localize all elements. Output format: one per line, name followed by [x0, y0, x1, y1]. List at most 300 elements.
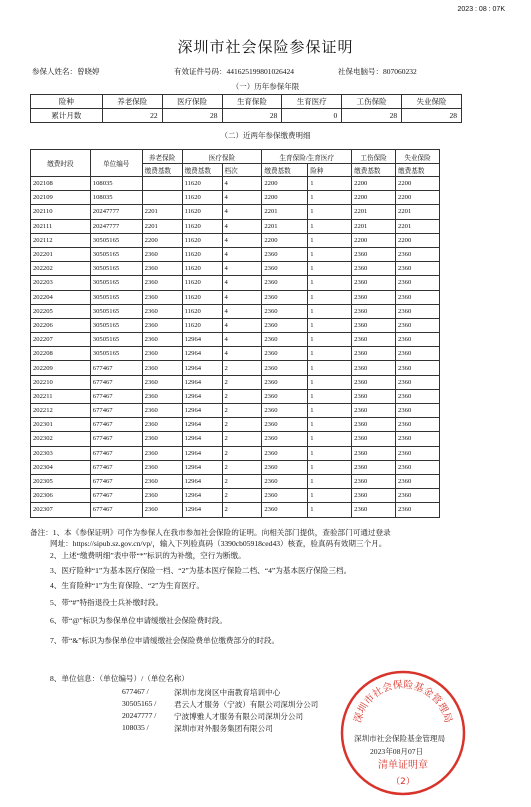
cell-injury-base: 2360: [352, 460, 396, 474]
cell-unit-code: 677467: [90, 474, 142, 488]
section-title-details: （二）近两年参保缴费明细: [220, 131, 311, 140]
cell-maternity-type: 1: [308, 389, 352, 403]
cell-unemployment-base: 2360: [396, 247, 440, 261]
insured-name: 曾晓婷: [77, 67, 100, 76]
cell-period: 202303: [31, 446, 91, 460]
cell-injury-base: 2360: [352, 404, 396, 418]
cell-unemployment-base: 2360: [396, 304, 440, 318]
header-period: 缴费时段: [31, 150, 91, 177]
cell-medical-grade: 2: [222, 474, 262, 488]
cell-period: 202206: [31, 318, 91, 332]
cell-maternity-type: 1: [308, 262, 352, 276]
cell-medical-base: 12964: [182, 418, 222, 432]
cell-maternity-type: 1: [308, 276, 352, 290]
issue-date: 2023年08月07日: [370, 747, 424, 756]
seal-number: （2）: [391, 777, 415, 787]
cell-maternity-base: 2360: [262, 247, 308, 261]
cell-maternity-base: 2360: [262, 276, 308, 290]
cell-unemployment-base: 2360: [396, 290, 440, 304]
cell-maternity-base: 2200: [262, 177, 308, 191]
cell-medical-base: 11620: [182, 219, 222, 233]
table-row: [31, 333, 440, 347]
summary-value: 28: [342, 109, 402, 123]
cell-maternity-base: 2360: [262, 432, 308, 446]
cell-medical-grade: 4: [222, 205, 262, 219]
subheader-base: 缴费基数: [182, 164, 222, 177]
cell-medical-base: 12964: [182, 333, 222, 347]
cell-medical-base: 12964: [182, 404, 222, 418]
table-row: [31, 418, 440, 432]
cell-maternity-type: 1: [308, 361, 352, 375]
cell-injury-base: 2360: [352, 432, 396, 446]
cell-injury-base: 2360: [352, 474, 396, 488]
subheader-base: 缴费基数: [262, 164, 308, 177]
cell-unemployment-base: 2200: [396, 177, 440, 191]
cell-unit-code: 677467: [90, 446, 142, 460]
notes-section: [30, 527, 510, 647]
print-date: 2023 : 08 : 07K: [457, 6, 505, 13]
cell-unit-code: 30505165: [90, 318, 142, 332]
social-security-number: 807060232: [383, 67, 417, 76]
cell-maternity-type: 1: [308, 205, 352, 219]
cell-maternity-base: 2200: [262, 233, 308, 247]
cell-pension-base: 2360: [142, 432, 182, 446]
cell-period: 202301: [31, 418, 91, 432]
cell-unit-code: 677467: [90, 503, 142, 517]
summary-header-cell: 生育医疗: [282, 95, 342, 109]
table-row: [31, 205, 440, 219]
cell-period: 202110: [31, 205, 91, 219]
cell-period: 202108: [31, 177, 91, 191]
cell-unemployment-base: 2360: [396, 460, 440, 474]
cell-unemployment-base: 2201: [396, 205, 440, 219]
cell-maternity-base: 2360: [262, 418, 308, 432]
cell-unemployment-base: 2360: [396, 432, 440, 446]
cell-unemployment-base: 2360: [396, 262, 440, 276]
cell-maternity-type: 1: [308, 432, 352, 446]
cell-maternity-type: 1: [308, 418, 352, 432]
summary-table: [30, 94, 462, 123]
cell-injury-base: 2360: [352, 262, 396, 276]
unit-code: 30505165 /: [122, 699, 157, 708]
cell-period: 202207: [31, 333, 91, 347]
cell-medical-grade: 4: [222, 219, 262, 233]
cell-injury-base: 2360: [352, 347, 396, 361]
cell-unemployment-base: 2360: [396, 347, 440, 361]
subheader-type: 险种: [308, 164, 352, 177]
table-row: [31, 233, 440, 247]
table-row: [31, 361, 440, 375]
cell-medical-grade: 2: [222, 503, 262, 517]
summary-value: 28: [162, 109, 222, 123]
cell-unit-code: 677467: [90, 389, 142, 403]
cell-pension-base: 2360: [142, 474, 182, 488]
note-4: 4、生育险种“1”为生育保险、“2”为生育医疗。: [50, 581, 204, 590]
seal-center-text: 清单证明章: [378, 760, 428, 771]
table-row: [31, 290, 440, 304]
cell-maternity-base: 2360: [262, 262, 308, 276]
cell-medical-grade: 4: [222, 304, 262, 318]
page-title: 深圳市社会保险参保证明: [177, 40, 354, 56]
table-row: [31, 446, 440, 460]
cell-period: 202112: [31, 233, 91, 247]
cell-injury-base: 2360: [352, 318, 396, 332]
cell-medical-grade: 2: [222, 375, 262, 389]
table-row: [31, 276, 440, 290]
cell-unemployment-base: 2201: [396, 219, 440, 233]
cell-pension-base: 2360: [142, 446, 182, 460]
summary-header-cell: 险种: [31, 95, 103, 109]
cell-period: 202201: [31, 247, 91, 261]
cell-medical-grade: 2: [222, 404, 262, 418]
cell-medical-grade: 2: [222, 389, 262, 403]
unit-name: 君云人才服务（宁波）有限公司深圳分公司: [174, 700, 319, 709]
summary-value: 22: [102, 109, 162, 123]
cell-unit-code: 30505165: [90, 304, 142, 318]
unit-code: 20247777 /: [122, 711, 157, 720]
cell-medical-base: 11620: [182, 205, 222, 219]
cell-maternity-type: 1: [308, 191, 352, 205]
cell-medical-grade: 4: [222, 247, 262, 261]
cell-medical-grade: 4: [222, 333, 262, 347]
summary-header-row: [31, 95, 462, 109]
cell-maternity-type: 1: [308, 503, 352, 517]
unit-name: 深圳市对外服务集团有限公司: [174, 724, 273, 733]
cell-period: 202212: [31, 404, 91, 418]
cell-pension-base: 2360: [142, 503, 182, 517]
note-1b: 网址：https://sipub.sz.gov.cn/vp/，输入下列验真码（3390cb05918ced43）核查，验真码有效期三个月。: [50, 539, 387, 548]
cell-unemployment-base: 2360: [396, 503, 440, 517]
cell-medical-base: 12964: [182, 474, 222, 488]
cell-pension-base: 2360: [142, 276, 182, 290]
cell-injury-base: 2200: [352, 177, 396, 191]
cell-medical-grade: 2: [222, 489, 262, 503]
cell-unemployment-base: 2360: [396, 375, 440, 389]
cell-medical-base: 12964: [182, 503, 222, 517]
cell-period: 202304: [31, 460, 91, 474]
header-maternity: 生育保险/生育医疗: [262, 150, 352, 164]
cell-pension-base: 2200: [142, 233, 182, 247]
cell-medical-grade: 4: [222, 191, 262, 205]
table-row: [31, 304, 440, 318]
cell-period: 202210: [31, 375, 91, 389]
unit-name: 深圳市龙岗区中南教育培训中心: [174, 688, 281, 697]
cell-period: 202302: [31, 432, 91, 446]
cell-period: 202306: [31, 489, 91, 503]
cell-medical-base: 11620: [182, 177, 222, 191]
cell-injury-base: 2360: [352, 375, 396, 389]
cell-period: 202307: [31, 503, 91, 517]
unit-code: 108035 /: [122, 723, 149, 732]
table-row: [31, 262, 440, 276]
cell-medical-grade: 4: [222, 318, 262, 332]
cell-maternity-type: 1: [308, 290, 352, 304]
cell-unit-code: 30505165: [90, 233, 142, 247]
table-row: [31, 191, 440, 205]
cell-medical-grade: 2: [222, 432, 262, 446]
note-7: 7、带“&”标识为参保单位申请缓缴社会保险费单位缴费部分的时段。: [50, 636, 280, 645]
cell-maternity-type: 1: [308, 489, 352, 503]
cell-maternity-base: 2201: [262, 219, 308, 233]
cell-maternity-base: 2360: [262, 404, 308, 418]
cell-maternity-base: 2360: [262, 460, 308, 474]
cell-unemployment-base: 2200: [396, 191, 440, 205]
cell-unit-code: 677467: [90, 432, 142, 446]
cell-injury-base: 2200: [352, 233, 396, 247]
cell-medical-grade: 2: [222, 446, 262, 460]
cell-period: 202109: [31, 191, 91, 205]
summary-header-cell: 生育保险: [222, 95, 282, 109]
official-seal: [338, 668, 468, 798]
cell-injury-base: 2360: [352, 290, 396, 304]
cell-maternity-base: 2360: [262, 503, 308, 517]
cell-medical-base: 12964: [182, 347, 222, 361]
insured-name-row: [32, 66, 100, 77]
summary-header-cell: 养老保险: [102, 95, 162, 109]
cell-maternity-base: 2360: [262, 290, 308, 304]
cell-pension-base: 2360: [142, 247, 182, 261]
id-number: 441625199801026424: [226, 67, 294, 76]
insured-name-label: 参保人姓名：: [32, 67, 77, 76]
subheader-base: 缴费基数: [352, 164, 396, 177]
cell-injury-base: 2201: [352, 219, 396, 233]
cell-unit-code: 30505165: [90, 262, 142, 276]
cell-injury-base: 2360: [352, 418, 396, 432]
note-2: 2、上述“缴费明细”表中带“*”标识的为补缴，空行为断缴。: [50, 551, 246, 560]
header-injury: 工伤保险: [352, 150, 396, 164]
table-row: [31, 389, 440, 403]
summary-header-cell: 工伤保险: [342, 95, 402, 109]
cell-unemployment-base: 2360: [396, 418, 440, 432]
cell-pension-base: 2360: [142, 290, 182, 304]
cell-unit-code: 108035: [90, 191, 142, 205]
cell-pension-base: 2360: [142, 347, 182, 361]
cell-pension-base: 2360: [142, 489, 182, 503]
summary-header-cell: 失业保险: [402, 95, 462, 109]
cell-pension-base: 2360: [142, 361, 182, 375]
cell-medical-base: 12964: [182, 375, 222, 389]
table-row: [31, 404, 440, 418]
cell-unemployment-base: 2360: [396, 446, 440, 460]
cell-pension-base: 2360: [142, 318, 182, 332]
cell-pension-base: 2201: [142, 205, 182, 219]
cell-medical-base: 11620: [182, 276, 222, 290]
cell-injury-base: 2360: [352, 361, 396, 375]
cell-unemployment-base: 2360: [396, 276, 440, 290]
cell-unit-code: 677467: [90, 418, 142, 432]
section-title-years: （一）历年参保年限: [231, 82, 300, 91]
table-row: [31, 432, 440, 446]
cell-pension-base: 2360: [142, 333, 182, 347]
cell-maternity-base: 2360: [262, 446, 308, 460]
cell-pension-base: 2360: [142, 460, 182, 474]
cell-unit-code: 677467: [90, 460, 142, 474]
cell-unit-code: 677467: [90, 361, 142, 375]
cell-maternity-base: 2201: [262, 205, 308, 219]
cell-period: 202305: [31, 474, 91, 488]
table-row: [31, 474, 440, 488]
cell-medical-base: 11620: [182, 262, 222, 276]
cell-unit-code: 30505165: [90, 276, 142, 290]
summary-months-row: [31, 109, 462, 123]
cell-maternity-type: 1: [308, 219, 352, 233]
cell-medical-grade: 4: [222, 290, 262, 304]
cell-period: 202204: [31, 290, 91, 304]
cell-pension-base: [142, 177, 182, 191]
cell-maternity-type: 1: [308, 247, 352, 261]
cell-maternity-type: 1: [308, 347, 352, 361]
cell-pension-base: 2360: [142, 389, 182, 403]
note-5: 5、带“#”特指退役士兵补缴时段。: [50, 598, 164, 607]
cell-injury-base: 2360: [352, 333, 396, 347]
cell-medical-grade: 4: [222, 177, 262, 191]
cell-maternity-base: 2360: [262, 304, 308, 318]
cell-pension-base: 2360: [142, 304, 182, 318]
cell-medical-grade: 2: [222, 361, 262, 375]
table-row: [31, 503, 440, 517]
cell-medical-grade: 4: [222, 262, 262, 276]
cell-period: 202202: [31, 262, 91, 276]
cell-maternity-type: 1: [308, 177, 352, 191]
cell-medical-grade: 2: [222, 418, 262, 432]
cell-unemployment-base: 2200: [396, 233, 440, 247]
cell-pension-base: [142, 191, 182, 205]
cell-unit-code: 677467: [90, 375, 142, 389]
cell-maternity-type: 1: [308, 460, 352, 474]
summary-value: 28: [402, 109, 462, 123]
cell-maternity-type: 1: [308, 404, 352, 418]
subheader-base: 缴费基数: [396, 164, 440, 177]
cell-medical-base: 11620: [182, 290, 222, 304]
cell-medical-grade: 4: [222, 276, 262, 290]
header-pension: 养老保险: [142, 150, 182, 164]
header-medical: 医疗保险: [182, 150, 262, 164]
cell-medical-base: 12964: [182, 446, 222, 460]
id-number-label: 有效证件号码：: [174, 67, 227, 76]
cell-period: 202211: [31, 389, 91, 403]
unit-info-heading: 8、单位信息：（单位编号）/（单位名称）: [50, 674, 189, 683]
cell-injury-base: 2360: [352, 446, 396, 460]
cell-medical-base: 11620: [182, 304, 222, 318]
cell-maternity-base: 2360: [262, 489, 308, 503]
cell-unit-code: 108035: [90, 177, 142, 191]
cell-pension-base: 2360: [142, 418, 182, 432]
cell-unemployment-base: 2360: [396, 361, 440, 375]
cell-period: 202203: [31, 276, 91, 290]
cell-medical-base: 12964: [182, 361, 222, 375]
table-row: [31, 177, 440, 191]
seal-arc-text-path: 深圳市社会保险基金管理局: [352, 679, 454, 725]
cell-period: 202111: [31, 219, 91, 233]
cell-unit-code: 677467: [90, 489, 142, 503]
cell-maternity-base: 2360: [262, 318, 308, 332]
table-row: [31, 460, 440, 474]
cell-medical-grade: 2: [222, 460, 262, 474]
cell-unemployment-base: 2360: [396, 333, 440, 347]
cell-injury-base: 2360: [352, 276, 396, 290]
cell-pension-base: 2201: [142, 219, 182, 233]
cell-unit-code: 30505165: [90, 347, 142, 361]
summary-row-label: 累计月数: [31, 109, 103, 123]
table-row: [31, 318, 440, 332]
social-security-number-label: 社保电脑号：: [338, 67, 383, 76]
header-unit-code: 单位编号: [90, 150, 142, 177]
cell-maternity-type: 1: [308, 318, 352, 332]
cell-maternity-type: 1: [308, 333, 352, 347]
cell-unemployment-base: 2360: [396, 489, 440, 503]
cell-period: 202205: [31, 304, 91, 318]
cell-medical-grade: 4: [222, 347, 262, 361]
cell-maternity-base: 2360: [262, 333, 308, 347]
cell-injury-base: 2200: [352, 191, 396, 205]
cell-unit-code: 30505165: [90, 333, 142, 347]
header-unemployment: 失业保险: [396, 150, 440, 164]
cell-unemployment-base: 2360: [396, 318, 440, 332]
cell-unit-code: 30505165: [90, 290, 142, 304]
cell-maternity-base: 2360: [262, 375, 308, 389]
subheader-base: 缴费基数: [142, 164, 182, 177]
cell-maternity-base: 2360: [262, 361, 308, 375]
cell-injury-base: 2360: [352, 389, 396, 403]
summary-value: 0: [282, 109, 342, 123]
cell-injury-base: 2360: [352, 489, 396, 503]
note-6: 6、带“@”标识为参保单位申请缓缴社会保险费时段。: [50, 616, 227, 625]
cell-maternity-type: 1: [308, 304, 352, 318]
cell-medical-base: 11620: [182, 247, 222, 261]
cell-injury-base: 2360: [352, 304, 396, 318]
table-row: [31, 347, 440, 361]
cell-medical-base: 11620: [182, 191, 222, 205]
table-row: [31, 247, 440, 261]
cell-maternity-type: 1: [308, 446, 352, 460]
unit-name: 宁波博雅人才服务有限公司深圳分公司: [174, 712, 304, 721]
detail-group-header-row: [31, 150, 440, 164]
cell-unit-code: 677467: [90, 404, 142, 418]
cell-pension-base: 2360: [142, 262, 182, 276]
summary-header-cell: 医疗保险: [162, 95, 222, 109]
cell-injury-base: 2360: [352, 503, 396, 517]
cell-maternity-base: 2360: [262, 474, 308, 488]
payment-detail-table: [30, 149, 440, 518]
cell-pension-base: 2360: [142, 404, 182, 418]
cell-unemployment-base: 2360: [396, 389, 440, 403]
cell-maternity-base: 2200: [262, 191, 308, 205]
note-1a: 备注：1、本《参保证明》可作为参保人在我市参加社会保险的证明。向相关部门提供，查验部门可通过登录: [30, 528, 391, 537]
cell-maternity-base: 2360: [262, 347, 308, 361]
cell-injury-base: 2201: [352, 205, 396, 219]
cell-maternity-type: 1: [308, 233, 352, 247]
cell-injury-base: 2360: [352, 247, 396, 261]
detail-table-body: [31, 177, 440, 518]
note-3: 3、医疗险种“1”为基本医疗保险一档、“2”为基本医疗保险二档、“4”为基本医疗保险三档。: [50, 566, 352, 575]
cell-medical-base: 12964: [182, 432, 222, 446]
summary-value: 28: [222, 109, 282, 123]
table-row: [31, 489, 440, 503]
cell-unit-code: 20247777: [90, 219, 142, 233]
cell-maternity-type: 1: [308, 375, 352, 389]
cell-period: 202208: [31, 347, 91, 361]
cell-pension-base: 2360: [142, 375, 182, 389]
cell-medical-base: 12964: [182, 460, 222, 474]
cell-medical-base: 11620: [182, 233, 222, 247]
table-row: [31, 219, 440, 233]
cell-medical-base: 11620: [182, 318, 222, 332]
cell-unemployment-base: 2360: [396, 404, 440, 418]
cell-medical-base: 12964: [182, 389, 222, 403]
cell-period: 202209: [31, 361, 91, 375]
id-number-row: [174, 66, 294, 77]
cell-unit-code: 30505165: [90, 247, 142, 261]
